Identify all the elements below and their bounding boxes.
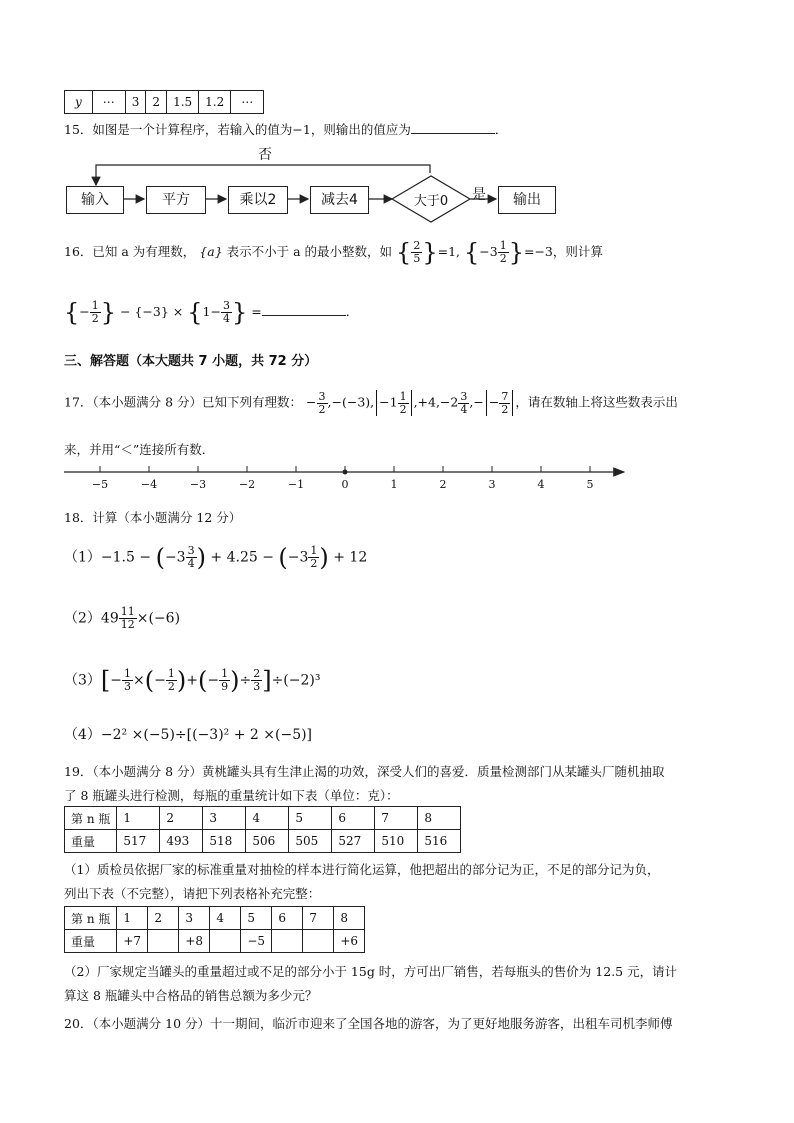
- question-19-sub1b: 列出下表（不完整），请把下列表格补充完整：: [64, 886, 321, 901]
- number-line-tick-label: 4: [537, 478, 545, 491]
- table-cell: +6: [334, 930, 365, 953]
- table-cell[interactable]: [303, 930, 334, 953]
- table-cell: 2: [160, 807, 203, 830]
- flow-decision: 大于0: [413, 194, 449, 209]
- expression-part: ÷(−2)³: [271, 672, 321, 689]
- expression-part: −1.5 −: [100, 549, 152, 566]
- expression-part: + 4.25 −: [210, 549, 274, 566]
- table-cell: +7: [117, 930, 148, 953]
- question-19-intro-2: 了 8 瓶罐头进行检测，每瓶的重量统计如下表（单位：克）：: [64, 788, 399, 803]
- question-16-expression: {− $\frac{1}{2}$ } − {−3} × {1− $\frac{3}{4}$ } = ．: [64, 298, 359, 327]
- expression-part: 49: [100, 610, 119, 627]
- table-cell[interactable]: [272, 930, 303, 953]
- question-16: 16．已知 a 为有理数， {a} 表示不小于 a 的最小整数，如 { $\frac{2}{5}$ }=1, {−3 $\frac{1}{2}$ }=−3，则计算: [64, 238, 603, 267]
- table-cell: 517: [117, 830, 160, 853]
- flow-no-label: 否: [258, 147, 272, 163]
- table-cell: 7: [375, 807, 418, 830]
- table-cell: 3: [125, 91, 146, 114]
- number-line-tick-label: 3: [488, 478, 496, 491]
- part-label: （1）: [64, 549, 101, 566]
- table-cell: 516: [418, 830, 461, 853]
- question-18-part-2: （2）49 $\frac{11}{12}$ ×(−6): [64, 605, 181, 631]
- table-cell: 第 n 瓶: [65, 907, 117, 930]
- number-line-tick-label: 0: [341, 478, 349, 491]
- question-17-text: 17．（本小题满分 8 分）已知下列有理数：: [64, 394, 303, 410]
- deviation-table: [64, 906, 365, 953]
- brace-a: {a}: [199, 244, 223, 259]
- table-cell: 8: [334, 907, 365, 930]
- table-cell: ⋯: [92, 91, 125, 114]
- flow-step-square: 平方: [146, 186, 206, 214]
- question-19-sub2a: （2）厂家规定当罐头的重量超过或不足的部分小于 15g 时，方可出厂销售，若每瓶头的售价为 12.5 元，请计: [64, 964, 678, 979]
- table-cell[interactable]: [210, 930, 241, 953]
- equals-sign: =: [251, 304, 262, 319]
- table-cell: +8: [179, 930, 210, 953]
- table-cell: 510: [375, 830, 418, 853]
- question-19-intro-1: 19．（本小题满分 8 分）黄桃罐头具有生津止渴的功效，深受人们的喜爱．质量检测部门从某罐头厂随机抽取: [64, 764, 665, 779]
- number-line-tick-label: −3: [189, 478, 207, 491]
- question-18-part-1: （1）−1.5 − (−3 $\frac{3}{4}$ ) + 4.25 − (−3 $\frac{1}{2}$ ) + 12: [64, 543, 368, 572]
- part-label: （2）: [64, 610, 101, 627]
- question-19-sub1a: （1）质检员依据厂家的标准重量对抽检的样本进行简化运算，他把超出的部分记为正，不足的部分记为负，: [64, 862, 660, 877]
- table-cell: 3: [203, 807, 246, 830]
- flow-step-input: 输入: [66, 186, 124, 214]
- table-cell: 重量: [65, 830, 117, 853]
- question-16-end: ．: [345, 304, 359, 319]
- weight-table: [64, 806, 461, 853]
- question-19-sub2b: 算这 8 瓶罐头中合格品的销售总额为多少元？: [64, 988, 318, 1003]
- table-cell: 2: [148, 907, 179, 930]
- number-line-tick-label: 2: [439, 478, 447, 491]
- table-cell: 2: [146, 91, 167, 114]
- table-cell: 第 n 瓶: [65, 807, 117, 830]
- table-cell: 505: [289, 830, 332, 853]
- question-15: [64, 120, 507, 138]
- question-15-text: 15．如图是一个计算程序，若输入的值为−1，则输出的值应为: [64, 122, 411, 137]
- number-line-tick-label: −1: [287, 478, 305, 491]
- table-cell: 527: [332, 830, 375, 853]
- expression-part: −2² ×(−5)÷[(−3)² + 2 ×(−5)]: [100, 727, 313, 743]
- table-cell: ⋯: [231, 91, 264, 114]
- number-line-tick-label: 1: [390, 478, 398, 491]
- number-line-tick-label: −5: [91, 478, 109, 491]
- table-cell: 1: [117, 807, 160, 830]
- question-16-middle: 表示不小于 a 的最小整数，如: [226, 244, 393, 259]
- expression-part: ×(−6): [136, 610, 181, 627]
- question-18-title: 18．计算（本小题满分 12 分）: [64, 510, 242, 525]
- question-17-suffix: ，请在数轴上将这些数表示出: [515, 394, 678, 410]
- table-cell[interactable]: [148, 930, 179, 953]
- question-16-text: 16．已知 a 为有理数，: [64, 244, 196, 259]
- table-cell: 518: [203, 830, 246, 853]
- question-17: 17．（本小题满分 8 分）已知下列有理数： − $\frac{3}{2}$ ,−(−3), −1 $\frac{1}{2}$ ,+4,−2 $\frac{3}{4}$ ,− − $\frac{7}{2}$ ，请在数轴上将这些数表示出: [64, 389, 678, 416]
- flow-step-multiply: 乘以2: [228, 186, 288, 214]
- number-line: [0, 460, 794, 480]
- table-cell: y: [65, 91, 93, 114]
- expression-part: + 12: [333, 549, 368, 566]
- table-cell: 5: [241, 907, 272, 930]
- flowchart-connectors: [0, 140, 794, 230]
- fraction-2-5: $\frac{2}{5}$: [413, 239, 421, 265]
- table-cell: 8: [418, 807, 461, 830]
- question-15-end: ．: [494, 122, 508, 137]
- number-line-tick-label: 5: [586, 478, 594, 491]
- table-cell: 重量: [65, 930, 117, 953]
- table-cell: 506: [246, 830, 289, 853]
- fraction-1-2: $\frac{1}{2}$: [499, 239, 507, 265]
- answer-blank[interactable]: [411, 123, 495, 134]
- table-cell: 1.2: [199, 91, 231, 114]
- part-label: （4）: [64, 727, 101, 743]
- table-cell: 1: [117, 907, 148, 930]
- flow-yes-label: 是: [472, 187, 486, 203]
- question-17-line2: 来，并用“＜”连接所有数．: [64, 442, 215, 457]
- table-cell: 6: [332, 807, 375, 830]
- table-cell: 4: [246, 807, 289, 830]
- flow-step-subtract: 减去4: [310, 186, 369, 214]
- table-cell: 3: [179, 907, 210, 930]
- example-2-result: =−3，则计算: [523, 244, 603, 259]
- table-cell: −5: [241, 930, 272, 953]
- question-18-part-4: [64, 724, 312, 744]
- table-cell: 7: [303, 907, 334, 930]
- part-label: （3）: [64, 672, 101, 689]
- example-1-result: =1,: [437, 244, 460, 259]
- number-line-tick-label: −4: [140, 478, 158, 491]
- question-20: 20．（本小题满分 10 分）十一期间，临沂市迎来了全国各地的游客，为了更好地服务游客，出租车司机李师傅: [64, 1016, 673, 1031]
- table-cell: 6: [272, 907, 303, 930]
- table-cell: 493: [160, 830, 203, 853]
- table-cell: 1.5: [167, 91, 199, 114]
- table-cell: 4: [210, 907, 241, 930]
- section-heading: 三、解答题（本大题共 7 小题，共 72 分）: [64, 354, 318, 369]
- answer-blank[interactable]: [262, 305, 346, 316]
- table-cell: 5: [289, 807, 332, 830]
- top-value-table: [64, 90, 264, 114]
- flow-step-output: 输出: [498, 186, 556, 214]
- number-line-tick-label: −2: [238, 478, 256, 491]
- question-18-part-3: （3）[− $\frac{1}{3}$ ×(− $\frac{1}{2}$ )+(− $\frac{1}{9}$ )÷ $\frac{2}{3}$ ]÷(−2)³: [64, 666, 321, 695]
